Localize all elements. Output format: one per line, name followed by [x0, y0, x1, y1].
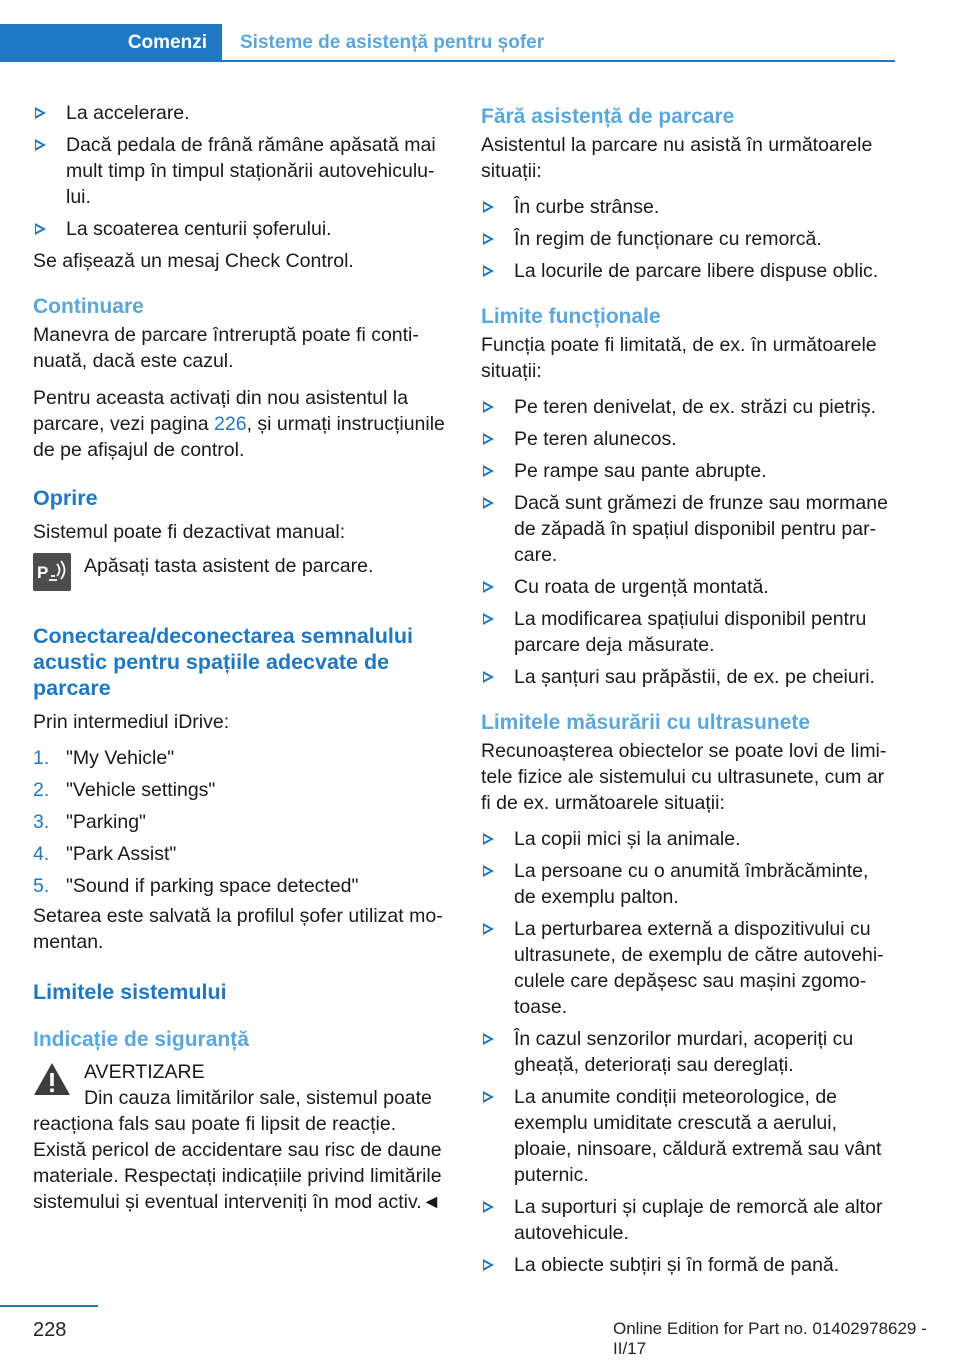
- oprire-text: Sistemul poate fi dezactivat manual:: [33, 521, 346, 543]
- bullet-triangle-icon: [483, 671, 494, 683]
- list-item: Cu roata de urgență montată.: [481, 574, 895, 600]
- svg-text:P: P: [37, 563, 49, 582]
- list-item: La scoaterea centurii șoferului.: [33, 216, 451, 242]
- left-column: [33, 100, 451, 1215]
- bullet-triangle-icon: [483, 923, 494, 935]
- ultrasound-intro: Recunoașterea obiectelor se poate lovi de limitele fizice ale sistemului cu ultrasunete, cum ar fi de ex. următoarele situații:: [481, 740, 887, 814]
- list-item: 2. "Vehicle settings": [33, 779, 216, 801]
- list-item: La șanțuri sau prăpăstii, de ex. pe cheiuri.: [481, 664, 895, 690]
- no-assist-intro: Asistentul la parcare nu asistă în următoarele situații:: [481, 134, 873, 182]
- list-item: Pe teren denivelat, de ex. străzi cu pietriș.: [481, 394, 895, 420]
- warning-block: [33, 1059, 451, 1085]
- list-item: La locurile de parcare libere dispuse oblic.: [481, 258, 895, 284]
- park-assist-button-icon: [33, 553, 71, 591]
- list-item: La anumite condiții meteorologice, de exemplu umiditate crescută a aerului, ploaie, ninsoare, căldură extremă sau vânt puternic.: [481, 1084, 895, 1188]
- continuare-text: Manevra de parcare întreruptă poate fi continuată, dacă este cazul.: [33, 324, 419, 372]
- list-item: 5. "Sound if parking space detected": [33, 875, 359, 897]
- list-item: 3. "Parking": [33, 811, 146, 833]
- list-item: Dacă sunt grămezi de frunze sau mormane de zăpadă în spațiul disponibil pentru parcare.: [481, 490, 895, 568]
- bullet-triangle-icon: [483, 401, 494, 413]
- continuare-reference: Pentru aceasta activați din nou asistentul la parcare, vezi pagina 226, și urmați instrucțiunile de pe afișajul de control.: [33, 387, 445, 461]
- bullet-triangle-icon: [483, 613, 494, 625]
- bullet-triangle-icon: [35, 223, 46, 235]
- list-item: În curbe strânse.: [481, 194, 895, 220]
- limits-heading: Limitele sistemului: [33, 980, 227, 1004]
- list-item: Pe rampe sau pante abrupte.: [481, 458, 895, 484]
- page-header: [0, 24, 895, 62]
- list-item: La copii mici și la animale.: [481, 826, 895, 852]
- bullet-list-top: [33, 100, 451, 242]
- list-item: La accelerare.: [33, 100, 451, 126]
- func-limits-list: [481, 394, 895, 690]
- func-limits-intro: Funcția poate fi limitată, de ex. în următoarele situații:: [481, 334, 877, 382]
- list-item: La suporturi și cuplaje de remorcă ale altor autovehicule.: [481, 1194, 895, 1246]
- list-item: La persoane cu o anumită îmbrăcăminte, de exemplu palton.: [481, 858, 895, 910]
- bullet-triangle-icon: [483, 1033, 494, 1045]
- no-assist-list: [481, 194, 895, 284]
- list-item: La modificarea spațiului disponibil pentru parcare deja măsurate.: [481, 606, 895, 658]
- header-rule: [222, 60, 895, 62]
- park-assist-instruction: Apăsați tasta asistent de parcare.: [84, 555, 374, 577]
- no-assist-heading: Fără asistență de parcare: [481, 105, 735, 128]
- ultrasound-heading: Limitele măsurării cu ultrasunete: [481, 711, 811, 734]
- sound-intro: Prin intermediul iDrive:: [33, 711, 230, 733]
- right-column: [481, 100, 895, 1284]
- bullet-triangle-icon: [483, 865, 494, 877]
- continuare-heading: Continuare: [33, 295, 144, 318]
- chapter-tab[interactable]: Comenzi: [0, 24, 222, 62]
- bullet-triangle-icon: [483, 1259, 494, 1271]
- bullet-triangle-icon: [483, 833, 494, 845]
- bullet-triangle-icon: [483, 581, 494, 593]
- list-item: În cazul senzorilor murdari, acoperiți cu gheață, deteriorați sau dereglați.: [481, 1026, 895, 1078]
- oprire-heading: Oprire: [33, 486, 98, 510]
- bullet-triangle-icon: [483, 433, 494, 445]
- check-control-note: Se afișează un mesaj Check Control.: [33, 250, 354, 272]
- park-assist-button-row: [33, 553, 451, 601]
- page-link[interactable]: 226: [214, 413, 247, 435]
- bullet-triangle-icon: [483, 201, 494, 213]
- profile-note: Setarea este salvată la profilul șofer utilizat momentan.: [33, 905, 443, 953]
- list-item: Dacă pedala de frână rămâne apăsată mai mult timp în timpul staționării autovehiculului.: [33, 132, 451, 210]
- list-item: La obiecte subțiri și în formă de pană.: [481, 1252, 895, 1278]
- bullet-triangle-icon: [483, 497, 494, 509]
- bullet-triangle-icon: [483, 265, 494, 277]
- warning-text: Din cauza limitărilor sale, sistemul poate reacționa fals sau poate fi lipsit de reacție. Există pericol de accidentare sau risc de daune materiale. Respectați indicațiile privind limitările sistemului și eventual interveniți în mod activ.◄: [33, 1087, 442, 1213]
- list-item: La perturbarea externă a dispozitivului cu ultrasunete, de exemplu de către autovehiculele care depășesc sau mașini zgomotoase.: [481, 916, 895, 1020]
- ultrasound-list: [481, 826, 895, 1278]
- footer-rule: [0, 1305, 98, 1307]
- list-item: Pe teren alunecos.: [481, 426, 895, 452]
- list-item: 1. "My Vehicle": [33, 747, 175, 769]
- list-item: În regim de funcționare cu remorcă.: [481, 226, 895, 252]
- edition-note: Online Edition for Part no. 01402978629 - II/17: [613, 1319, 927, 1358]
- idrive-steps: [33, 745, 451, 899]
- bullet-triangle-icon: [483, 1201, 494, 1213]
- sound-heading: Conectarea/deconectarea semnalului acustic pentru spațiile adecvate de parcare: [33, 624, 413, 700]
- section-title[interactable]: Sisteme de asistență pentru șofer: [240, 32, 545, 53]
- bullet-triangle-icon: [483, 465, 494, 477]
- bullet-triangle-icon: [35, 139, 46, 151]
- list-item: 4. "Park Assist": [33, 843, 177, 865]
- bullet-triangle-icon: [35, 107, 46, 119]
- safety-heading: Indicație de siguranță: [33, 1028, 249, 1051]
- warning-label: AVERTIZARE: [84, 1061, 205, 1083]
- bullet-triangle-icon: [483, 233, 494, 245]
- bullet-triangle-icon: [483, 1091, 494, 1103]
- page-number: 228: [33, 1319, 67, 1341]
- func-limits-heading: Limite funcționale: [481, 305, 661, 328]
